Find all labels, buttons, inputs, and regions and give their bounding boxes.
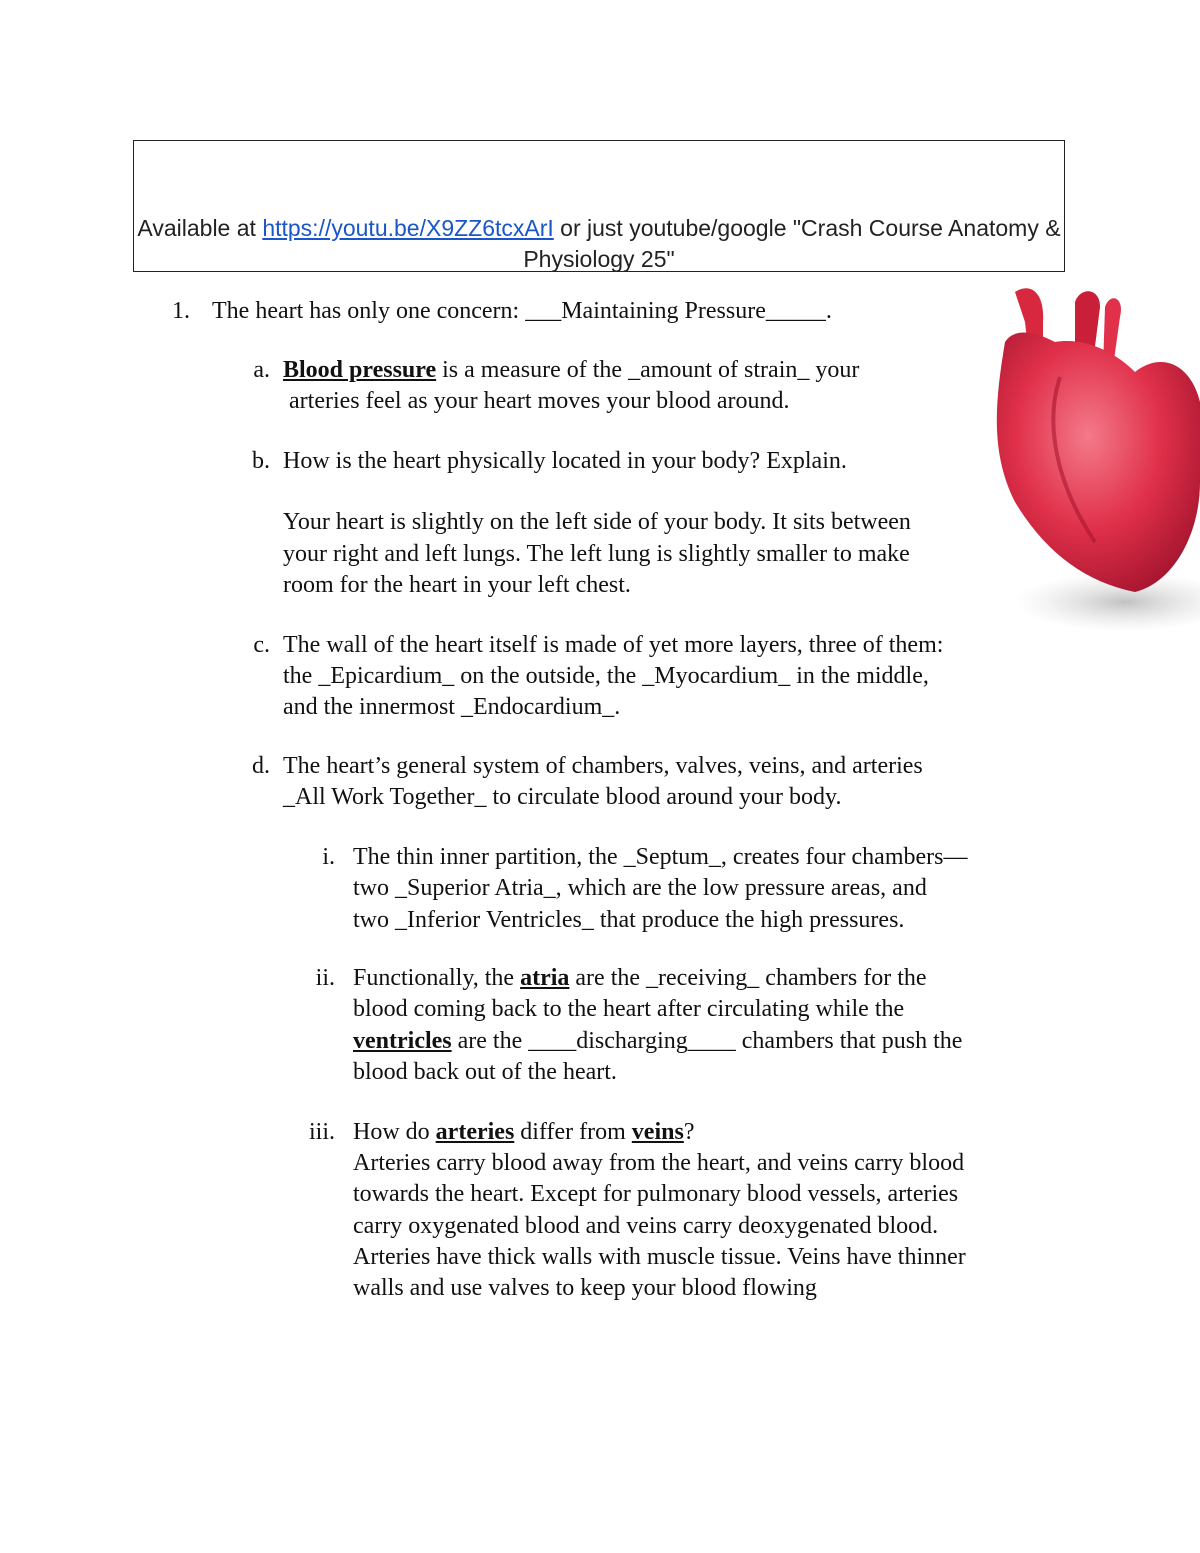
b-answer-line: room for the heart in your left chest. bbox=[283, 572, 631, 598]
iii-answer-line: carry oxygenated blood and veins carry deoxygenated blood. bbox=[353, 1213, 939, 1239]
b-question: How is the heart physically located in your body? Explain. bbox=[283, 448, 847, 474]
heart-illustration bbox=[975, 282, 1200, 642]
iii-answer-line: Arteries carry blood away from the heart, and veins carry blood bbox=[353, 1150, 965, 1176]
iii-answer-line: towards the heart. Except for pulmonary blood vessels, arteries bbox=[353, 1181, 959, 1207]
ii-l1-pre: Functionally, the bbox=[353, 965, 521, 991]
header-box bbox=[133, 140, 1065, 272]
term-veins: veins bbox=[631, 1119, 684, 1145]
iii-marker: iii. bbox=[308, 1119, 335, 1145]
a-line1-rest: is a measure of the _amount of strain_ your bbox=[436, 357, 860, 383]
iii-q-mid: differ from bbox=[514, 1119, 632, 1145]
c-line: The wall of the heart itself is made of yet more layers, three of them: bbox=[283, 632, 944, 658]
i-line: two _Inferior Ventricles_ that produce the high pressures. bbox=[353, 907, 905, 933]
i-line: The thin inner partition, the _Septum_, creates four chambers— bbox=[353, 844, 968, 870]
iii-answer-line: walls and use valves to keep your blood flowing bbox=[353, 1275, 817, 1301]
ii-l3-post: are the ____discharging____ chambers that push the bbox=[451, 1028, 963, 1054]
term-arteries: arteries bbox=[435, 1119, 515, 1145]
term-blood-pressure: Blood pressure bbox=[283, 357, 437, 383]
a-line2: arteries feel as your heart moves your blood around. bbox=[289, 388, 790, 414]
i-line: two _Superior Atria_, which are the low pressure areas, and bbox=[353, 875, 927, 901]
q1-number: 1. bbox=[172, 298, 190, 324]
d-line: The heart’s general system of chambers, valves, veins, and arteries bbox=[283, 753, 923, 779]
youtube-link[interactable]: https://youtu.be/X9ZZ6tcxArI bbox=[262, 215, 554, 241]
term-atria: atria bbox=[520, 965, 570, 991]
ii-line4: blood back out of the heart. bbox=[353, 1059, 617, 1085]
b-marker: b. bbox=[252, 448, 270, 474]
q1-text: The heart has only one concern: ___Maintaining Pressure_____. bbox=[212, 298, 832, 324]
d-marker: d. bbox=[252, 753, 270, 779]
iii-q-pre: How do bbox=[353, 1119, 436, 1145]
source-prefix: Available at bbox=[137, 215, 263, 241]
i-marker: i. bbox=[322, 844, 335, 870]
term-ventricles: ventricles bbox=[353, 1028, 452, 1054]
a-marker: a. bbox=[253, 357, 270, 383]
source-line2: Physiology 25" bbox=[523, 246, 675, 272]
ii-l1-post: are the _receiving_ chambers for the bbox=[569, 965, 927, 991]
d-line: _All Work Together_ to circulate blood around your body. bbox=[283, 784, 842, 810]
ii-marker: ii. bbox=[315, 965, 335, 991]
iii-q-post: ? bbox=[683, 1119, 695, 1145]
iii-answer-line: Arteries have thick walls with muscle tissue. Veins have thinner bbox=[353, 1244, 966, 1270]
iii-question bbox=[353, 1117, 694, 1148]
c-line: and the innermost _Endocardium_. bbox=[283, 694, 621, 720]
ii-line3 bbox=[353, 1026, 962, 1057]
source-suffix: or just youtube/google "Crash Course Anatomy & bbox=[553, 215, 1061, 241]
a-line1 bbox=[283, 355, 859, 386]
ii-line1 bbox=[353, 963, 927, 994]
c-marker: c. bbox=[253, 632, 270, 658]
ii-line2: blood coming back to the heart after circulating while the bbox=[353, 996, 905, 1022]
source-note bbox=[134, 213, 1064, 275]
c-line: the _Epicardium_ on the outside, the _Myocardium_ in the middle, bbox=[283, 663, 929, 689]
b-answer-line: your right and left lungs. The left lung is slightly smaller to make bbox=[283, 541, 910, 567]
b-answer-line: Your heart is slightly on the left side of your body. It sits between bbox=[283, 509, 911, 535]
